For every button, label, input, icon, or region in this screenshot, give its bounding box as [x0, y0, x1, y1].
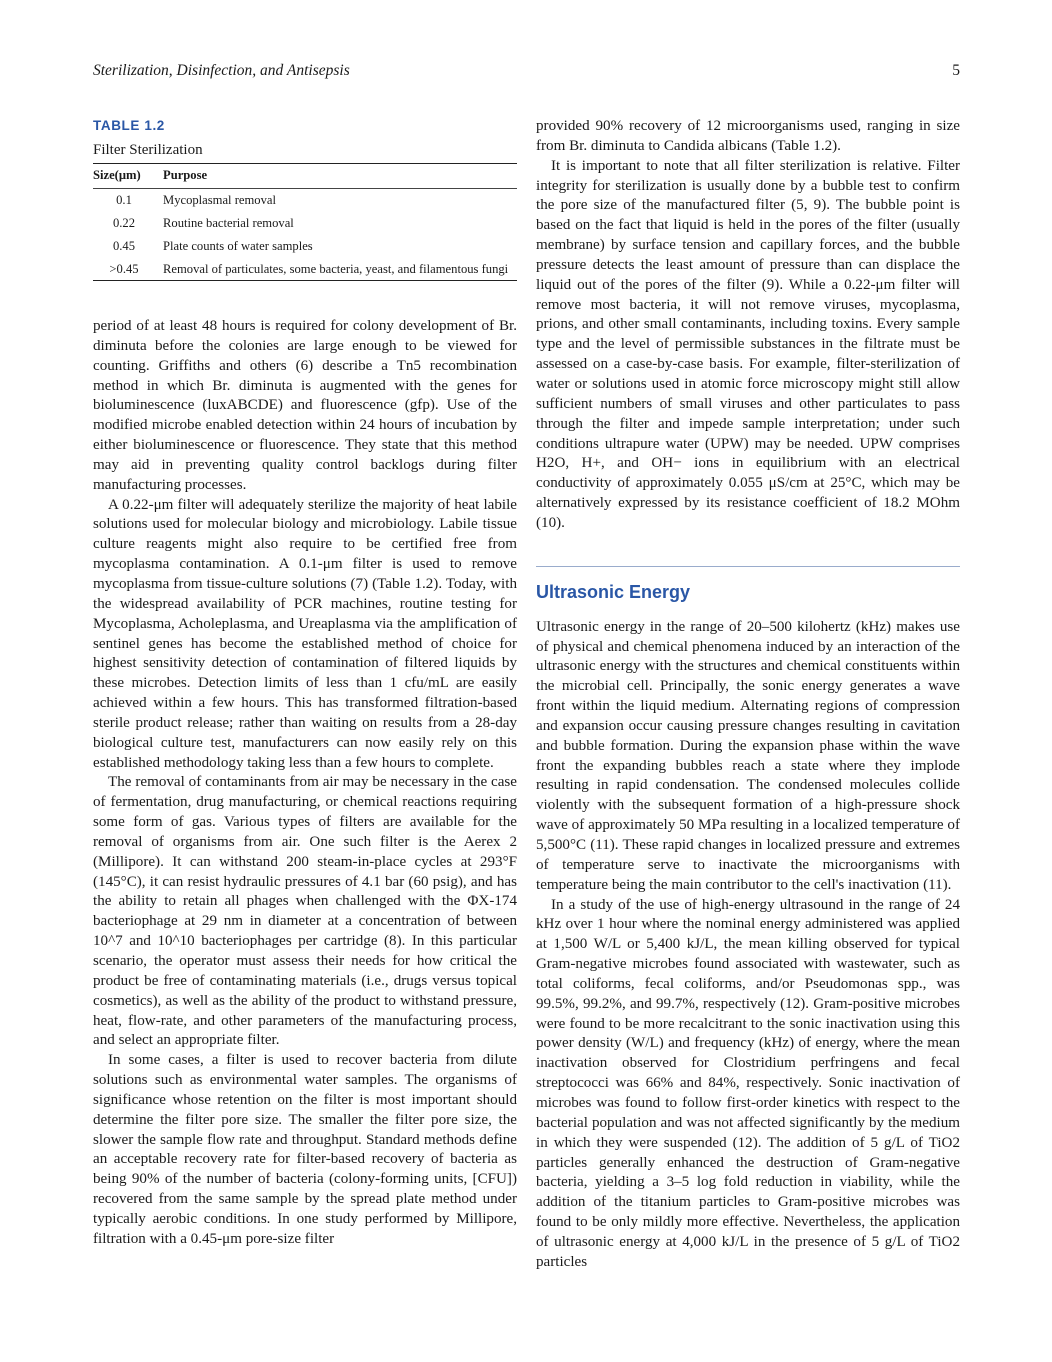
paragraph: Ultrasonic energy in the range of 20–500 kilohertz (kHz) makes use of physical and chemical phenomena induced by an interaction of the ultrasonic energy with the structures and chemical constituents within the microbial cell. Principally, the sonic energy generates a wave front within the liquid medium. Alternating regions of compression and expansion occur causing pressure changes resulting in cavitation and bubble formation. During the expansion phase within the wave front the expanding bubbles reach a state where they implode resulting in rapid condensation. The condensed molecules collide violently with the subsequent formation of a high-pressure shock wave of approximately 50 MPa resulting in a localized temperature of 5,500°C (11). These rapid changes in localized pressure and extremes of temperature serve to inactivate the microorganisms with temperature being the main contributor to the cell's inactivation (11). — [536, 618, 960, 893]
table-row — [93, 189, 517, 213]
paragraph: A 0.22-μm filter will adequately sterilize the majority of heat labile solutions used for molecular biology and microbiology. Labile tissue culture reagents might also require to be certified free from mycoplasma contamination. A 0.1-μm filter is used to remove mycoplasma from tissue-culture solutions (7) (Table 1.2). Today, with the widespread availability of PCR machines, routine testing for Mycoplasma, Acholeplasma, and Ureaplasma via the amplification of sentinel genes has become the established method of choice for highest sensitivity detection of contamination of filtered liquids by these microbes. Detection limits of less than 1 cfu/mL are easily achieved within a few hours. This has transformed filtration-based sterile product release; rather than waiting on results from a 28-day biological culture test, manufacturers can now easily rely on this established methodology taking less than a few hours to complete. — [93, 496, 517, 771]
table-header-row — [93, 164, 517, 189]
size-cell: 0.1 — [116, 193, 132, 207]
section-heading: Ultrasonic Energy — [536, 581, 691, 602]
table-label: TABLE 1.2 — [93, 118, 165, 133]
column-header-size: Size(μm) — [93, 164, 163, 189]
right-column — [536, 117, 960, 1273]
paragraph: It is important to note that all filter sterilization is relative. Filter integrity for sterilization is usually done by a bubble test to confirm the pore size of the manufactured filter (5, 9). The bubble point is based on the fact that liquid is held in the pores of the filter (usually membrane) by surface tension and capillary forces, and the bubble pressure detects the least amount of pressure than can displace the liquid out of the pores of the filter (9). While a 0.22-μm filter will remove most bacteria, it will not remove viruses, mycoplasma, prions, and other small contaminants, including toxins. Every sample type and the level of permissible substances in the filtrate must be assessed on a case-by-case basis. For example, filter-sterilization of water or solutions used in atomic force microscopy might still allow sufficient numbers of small viruses and other particulates to pass through the filter and impede sample interpretation; under such conditions ultrapure water (UPW) may be needed. UPW comprises H2O, H+, and OH− ions in equilibrium with an electrical conductivity of approximately 0.055 μS/cm at 25°C, which may be alternatively expressed by its resistance coefficient of 18.2 MOhm (10). — [536, 157, 960, 531]
table-row — [93, 235, 517, 258]
purpose-cell: Plate counts of water samples — [163, 239, 313, 253]
table-row — [93, 258, 517, 281]
paragraph: The removal of contaminants from air may be necessary in the case of fermentation, drug manufacturing, or chemical reactions requiring some form of gas. Various types of filters are available for the removal of organisms from air. One such filter is the Aerex 2 (Millipore). It can withstand 200 steam-in-place cycles at 293°F (145°C), it can resist hydraulic pressures of 4.1 bar (60 psig), and has the ability to retain all phages when challenged with the ΦX-174 bacteriophage at 29 nm in diameter at a concentration of between 10^7 and 10^10 bacteriophages per cartridge (8). In this particular scenario, the operator must assess their needs for how critical the product be free of contaminating materials (i.e., drugs versus topical cosmetics), as well as the ability of the product to withstand pressure, heat, flow-rate, and other parameters of the manufacturing process, and select an appropriate filter. — [93, 774, 517, 1049]
section-divider — [536, 566, 960, 567]
purpose-cell: Mycoplasmal removal — [163, 193, 276, 207]
column-header-purpose: Purpose — [163, 164, 517, 189]
filter-sterilization-table — [93, 163, 517, 281]
left-column — [93, 117, 517, 1250]
running-head — [93, 61, 960, 81]
size-cell: 0.22 — [112, 216, 136, 230]
size-cell: >0.45 — [93, 258, 163, 281]
paragraph: provided 90% recovery of 12 microorganisms used, ranging in size from Br. diminuta to Candida albicans (Table 1.2). — [536, 118, 960, 154]
table-title: Filter Sterilization — [93, 142, 203, 158]
purpose-cell: Removal of particulates, some bacteria, yeast, and filamentous fungi — [163, 258, 517, 281]
paragraph: In a study of the use of high-energy ultrasound in the range of 24 kHz over 1 hour where the nominal energy administered was applied at 1,500 W/L or 5,400 kJ/L, the mean killing observed for typical Gram-negative microbes found associated with wastewater, such as total coliforms, fecal coliforms, and/or Pseudomonas spp., was 99.5%, 99.2%, and 99.7%, respectively (12). Gram-positive microbes were found to be more recalcitrant to the sonic inactivation using this power density (W/L) and frequency (kHz) of energy, where the mean inactivation observed for Clostridium perfringens and fecal streptococci was 66% and 84%, respectively. Sonic inactivation of microbes was found to follow first-order kinetics with respect to the bacterial population and was not affected significantly by the medium in which they were suspended (12). The addition of 5 g/L of TiO2 particles generally enhanced the destruction of Gram-negative bacteria, yielding a 3–5 log fold reduction in viability, while the addition of the titanium particles to Gram-positive microbes was found to be only mildly more effective. Nevertheless, the application of ultrasonic energy at 4,000 kJ/L in the presence of 5 g/L of TiO2 particles — [536, 896, 960, 1270]
paragraph: In some cases, a filter is used to recover bacteria from dilute solutions such as environmental water samples. The organisms of significance whose retention on the filter is most important should determine the filter pore size. The smaller the filter pore size, the slower the sample flow rate and throughput. Standard methods define an acceptable recovery rate for filter-based recovery of bacteria as being 90% of the number of bacteria (colony-forming units, [CFU]) recovered from the same sample by the spread plate method under typically aerobic conditions. In one study performed by Millipore, filtration with a 0.45-μm pore-size filter — [93, 1052, 517, 1247]
purpose-cell: Routine bacterial removal — [163, 216, 294, 230]
paragraph: period of at least 48 hours is required for colony development of Br. diminuta before the colonies are large enough to be viewed for counting. Griffiths and others (6) describe a Tn5 recombination method in which Br. diminuta is augmented with the genes for bioluminescence (luxABCDE) and fluorescence (gfp). Use of the modified microbe enabled detection within 24 hours of incubation by either bioluminescence or fluorescence. They state that this method may aid in preventing quality control backlogs during filter manufacturing processes. — [93, 318, 517, 493]
running-title: Sterilization, Disinfection, and Antisepsis — [93, 62, 350, 79]
table-block — [93, 117, 517, 281]
size-cell: 0.45 — [112, 239, 136, 253]
page-number: 5 — [952, 62, 960, 79]
table-row — [93, 212, 517, 235]
